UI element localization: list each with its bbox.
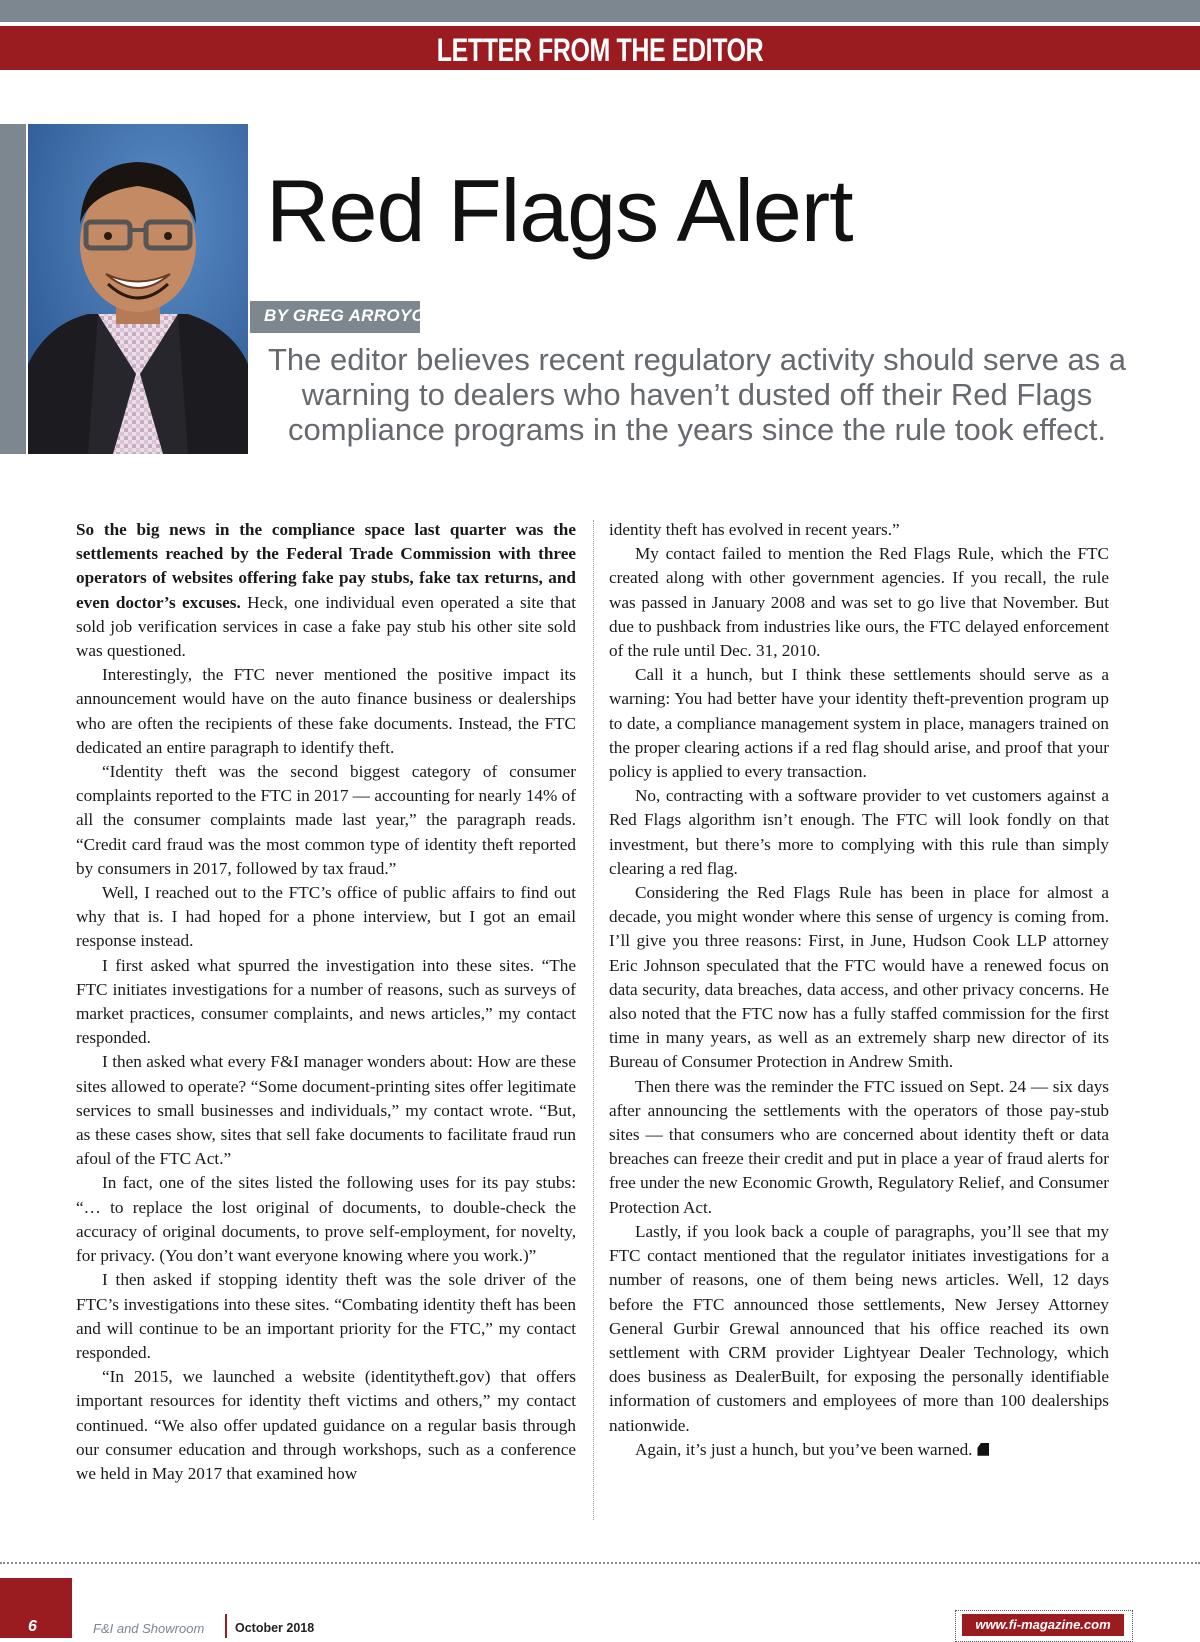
publication-name: F&I and Showroom bbox=[93, 1621, 205, 1636]
article-column-left bbox=[76, 518, 576, 1486]
website-link[interactable]: www.fi-magazine.com bbox=[962, 1614, 1124, 1636]
paragraph: Considering the Red Flags Rule has been in place for almost a decade, you might wonder where this sense of urgency is coming from. I’ll give you three reasons: First, in June, Hudson Cook LLP attorney Eric Johnson speculated that the FTC would have a renewed focus on data security, data breaches, data access, and other privacy concerns. He also noted that the FTC now has a fully staffed commission for the first time in many years, as well as an extremely sharp new director of its Bureau of Consumer Protection in Andrew Smith. bbox=[609, 883, 1109, 1072]
continued-paragraph: identity theft has evolved in recent years.” bbox=[609, 520, 900, 539]
closing-text: Again, it’s just a hunch, but you’ve been warned. bbox=[635, 1439, 973, 1459]
paragraph: In fact, one of the sites listed the following uses for its pay stubs: “… to replace the lost original of documents, to double-check the accuracy of original documents, to prove self-employment, for novelty, for privacy. (You don’t want everyone knowing where you work.)” bbox=[76, 1173, 576, 1266]
author-portrait-illustration bbox=[28, 124, 248, 454]
paragraph: No, contracting with a software provider to vet customers against a Red Flags algorithm isn’t enough. The FTC will look fondly on that investment, but there’s more to complying with this rule than simply clearing a red flag. bbox=[609, 786, 1109, 878]
page-number: 6 bbox=[28, 1618, 37, 1635]
closing-paragraph bbox=[609, 1438, 1109, 1462]
column-divider bbox=[593, 520, 594, 1520]
article-title: Red Flags Alert bbox=[266, 161, 853, 260]
section-label: LETTER FROM THE EDITOR bbox=[436, 32, 764, 68]
paragraph: Then there was the reminder the FTC issued on Sept. 24 — six days after announcing the settlements with the operators of those pay-stub sites — that consumers who are concerned about identity theft or data breaches can freeze their credit and put in place a year of fraud alerts for free under the new Economic Growth, Regulatory Relief, and Consumer Protection Act. bbox=[609, 1076, 1109, 1217]
paragraph: “In 2015, we launched a website (identitytheft.gov) that offers important resources for identity theft victims and others,” my contact continued. “We also offer updated guidance on a regular basis through our consumer education and through workshops, such as a conference we held in May 2017 that examined how bbox=[76, 1367, 576, 1483]
article-deck: The editor believes recent regulatory activity should serve as a warning to dealers who haven’t dusted off their Red Flags compliance programs in the years since the rule took effect. bbox=[267, 342, 1127, 447]
paragraph: Lastly, if you look back a couple of paragraphs, you’ll see that my FTC contact mentioned that the regulator initiates investigations for a number of reasons, one of them being news articles. Well, 12 days before the FTC announced those settlements, New Jersey Attorney General Gurbir Grewal announced that his office reached its own settlement with CRM provider Lightyear Dealer Technology, which does business as DealerBuilt, for exposing the personally identifiable information of customers and employees of more than 100 dealerships nationwide. bbox=[609, 1221, 1109, 1435]
paragraph: My contact failed to mention the Red Flags Rule, which the FTC created along with other government agencies. If you recall, the rule was passed in January 2008 and was set to go live that November. But due to pushback from industries like ours, the FTC delayed enforcement of the rule until Dec. 31, 2010. bbox=[609, 544, 1109, 661]
paragraph: “Identity theft was the second biggest category of consumer complaints reported to the FTC in 2017 — accounting for nearly 14% of all the consumer complaints made last year,” the paragraph reads. “Credit card fraud was the most common type of identity theft reported by consumers in 2017, followed by tax fraud.” bbox=[76, 762, 576, 878]
paragraph: I then asked if stopping identity theft was the sole driver of the FTC’s investigations into these sites. “Combating identity theft has been and will continue to be an important priority for the FTC,” my contact responded. bbox=[76, 1270, 576, 1362]
lead-paragraph bbox=[76, 518, 576, 663]
lead-rest-text: Heck, one individual even operated a site that sold job verification services in case a fake pay stub his other site sold was questioned. bbox=[76, 592, 576, 661]
paragraph: Call it a hunch, but I think these settlements should serve as a warning: You had better have your identity theft-prevention program up to date, a compliance management system in place, managers trained on the proper clearing actions if a red flag should arise, and proof that your policy is applied to every transaction. bbox=[609, 665, 1109, 782]
author-photo bbox=[28, 124, 248, 454]
lead-bold-text: So the big news in the compliance space last quarter was the settlements reached by the Federal Trade Commission with three operators of websites offering fake pay stubs, fake tax returns, and even doctor’s excuses. bbox=[76, 520, 576, 612]
byline: BY GREG ARROYO bbox=[264, 306, 426, 325]
end-mark-icon bbox=[977, 1443, 989, 1456]
left-accent-bar bbox=[0, 124, 26, 454]
article-column-right bbox=[609, 518, 1109, 1462]
footer-separator bbox=[225, 1614, 227, 1638]
paragraph: Well, I reached out to the FTC’s office of public affairs to find out why that is. I had hoped for a phone interview, but I got an email response instead. bbox=[76, 883, 576, 951]
top-gray-strip bbox=[0, 0, 1200, 22]
paragraph: I first asked what spurred the investigation into these sites. “The FTC initiates investigations for a number of reasons, such as surveys of market practices, consumer complaints, and news articles,” my contact responded. bbox=[76, 955, 576, 1048]
issue-date: October 2018 bbox=[235, 1621, 315, 1635]
paragraph: I then asked what every F&I manager wonders about: How are these sites allowed to operate? “Some document-printing sites offer legitimate services to small businesses and individuals,” my contact wrote. “But, as these cases show, sites that sell fake documents to facilitate fraud run afoul of the FTC Act.” bbox=[76, 1052, 576, 1169]
paragraph: Interestingly, the FTC never mentioned the positive impact its announcement would have on the auto finance business or dealerships who are often the recipients of these fake documents. Instead, the FTC dedicated an entire paragraph to identify theft. bbox=[76, 665, 576, 757]
footer-divider bbox=[0, 1562, 1200, 1564]
